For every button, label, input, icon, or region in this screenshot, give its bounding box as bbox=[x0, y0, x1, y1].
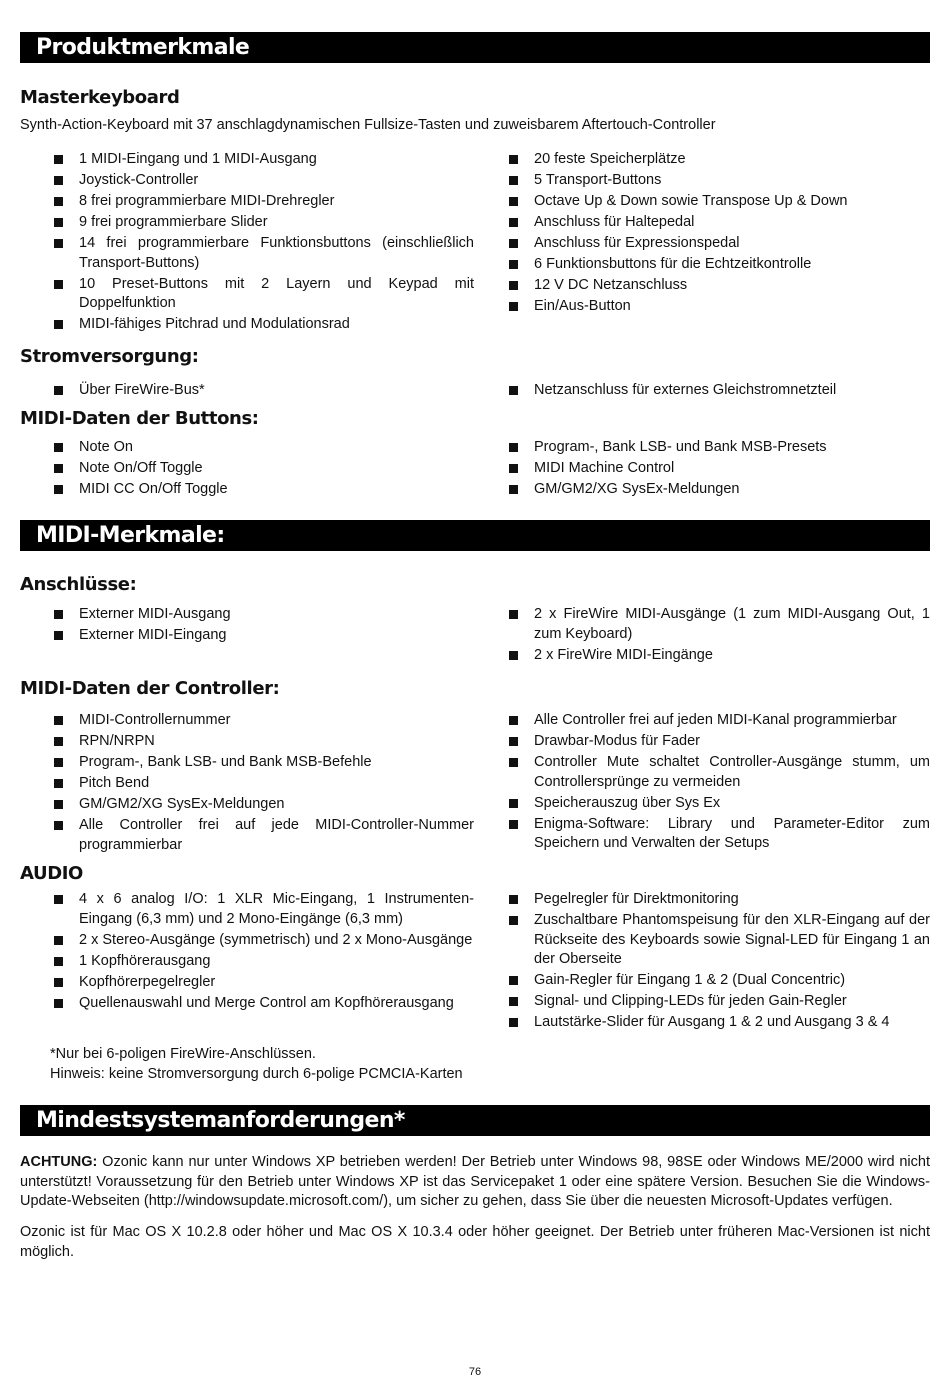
list-item bbox=[475, 150, 930, 170]
list-item bbox=[20, 890, 474, 929]
bullet-square-icon bbox=[509, 155, 518, 164]
list-item-text: Octave Up & Down sowie Transpose Up & Down bbox=[534, 193, 848, 209]
heading-stromversorgung: Stromversorgung: bbox=[20, 346, 199, 367]
list-item-text: 6 Funktionsbuttons für die Echtzeitkontrolle bbox=[534, 256, 812, 272]
list-item bbox=[475, 192, 930, 212]
list-item bbox=[20, 315, 474, 335]
list-item bbox=[20, 931, 474, 951]
list-item bbox=[475, 171, 930, 191]
bullet-square-icon bbox=[509, 997, 518, 1006]
bullet-square-icon bbox=[509, 464, 518, 473]
heading-midi-controller: MIDI-Daten der Controller: bbox=[20, 678, 280, 699]
list-item bbox=[20, 171, 474, 191]
list-item-text: Alle Controller frei auf jede MIDI-Controller-Nummer programmierbar bbox=[79, 817, 474, 853]
list-item-text: 5 Transport-Buttons bbox=[534, 172, 662, 188]
bullet-square-icon bbox=[509, 260, 518, 269]
footnote-firewire: *Nur bei 6-poligen FireWire-Anschlüssen. bbox=[50, 1046, 316, 1062]
list-item-text: 2 x Stereo-Ausgänge (symmetrisch) und 2 x Mono-Ausgänge bbox=[79, 931, 473, 948]
list-item bbox=[475, 646, 930, 666]
masterkeyboard-list-right bbox=[475, 150, 930, 318]
bullet-square-icon bbox=[54, 779, 63, 788]
list-item-text: Drawbar-Modus für Fader bbox=[534, 733, 700, 749]
bullet-square-icon bbox=[509, 485, 518, 494]
list-item-text: Gain-Regler für Eingang 1 & 2 (Dual Concentric) bbox=[534, 972, 846, 988]
list-item bbox=[20, 150, 474, 170]
bullet-square-icon bbox=[54, 821, 63, 830]
bullet-square-icon bbox=[509, 1018, 518, 1027]
list-item bbox=[475, 911, 930, 970]
list-item-text: MIDI CC On/Off Toggle bbox=[79, 481, 228, 497]
heading-midi-buttons: MIDI-Daten der Buttons: bbox=[20, 408, 259, 429]
list-item bbox=[475, 732, 930, 752]
list-item-text: Quellenauswahl und Merge Control am Kopfhörerausgang bbox=[79, 994, 454, 1011]
bullet-square-icon bbox=[509, 443, 518, 452]
list-item bbox=[20, 711, 474, 731]
list-item-text: Note On bbox=[79, 439, 133, 455]
heading-audio: AUDIO bbox=[20, 863, 83, 884]
list-item-text: 2 x FireWire MIDI-Eingänge bbox=[534, 646, 713, 663]
bullet-square-icon bbox=[54, 464, 63, 473]
list-item-text: Controller Mute schaltet Controller-Ausgänge stumm, um Controllersprünge zu vermeiden bbox=[534, 754, 930, 790]
bullet-square-icon bbox=[54, 197, 63, 206]
controller-list-right bbox=[475, 711, 930, 855]
list-item-text: 1 Kopfhörerausgang bbox=[79, 952, 211, 969]
bullet-square-icon bbox=[54, 957, 63, 966]
bullet-square-icon bbox=[54, 386, 63, 395]
footnote-pcmcia: Hinweis: keine Stromversorgung durch 6-polige PCMCIA-Karten bbox=[50, 1066, 463, 1082]
bullet-square-icon bbox=[54, 320, 63, 329]
list-item bbox=[475, 381, 930, 401]
section-header-midi-merkmale: MIDI-Merkmale: bbox=[20, 520, 930, 551]
bullet-square-icon bbox=[54, 443, 63, 452]
list-item bbox=[475, 815, 930, 854]
list-item bbox=[475, 890, 930, 910]
list-item bbox=[20, 459, 474, 479]
list-item bbox=[20, 480, 474, 500]
bullet-square-icon bbox=[54, 485, 63, 494]
list-item bbox=[20, 816, 474, 855]
list-item-text: Anschluss für Haltepedal bbox=[534, 214, 695, 230]
list-item-text: Enigma-Software: Library und Parameter-Editor zum Speichern und Verwalten der Setups bbox=[534, 815, 930, 851]
list-item-text: Über FireWire-Bus* bbox=[79, 382, 205, 398]
bullet-square-icon bbox=[509, 302, 518, 311]
bullet-square-icon bbox=[54, 218, 63, 227]
list-item-text: GM/GM2/XG SysEx-Meldungen bbox=[534, 481, 740, 497]
list-item bbox=[20, 952, 474, 972]
list-item-text: 1 MIDI-Eingang und 1 MIDI-Ausgang bbox=[79, 151, 317, 167]
bullet-square-icon bbox=[509, 758, 518, 767]
list-item bbox=[20, 774, 474, 794]
bullet-square-icon bbox=[54, 978, 63, 987]
masterkeyboard-list-left bbox=[20, 150, 474, 336]
list-item bbox=[20, 626, 474, 646]
list-item-text: Program-, Bank LSB- und Bank MSB-Presets bbox=[534, 439, 827, 455]
bullet-square-icon bbox=[54, 895, 63, 904]
list-item-text: 4 x 6 analog I/O: 1 XLR Mic-Eingang, 1 Instrumenten-Eingang (6,3 mm) und 2 Mono-Eingänge (6,3 mm) bbox=[79, 891, 474, 927]
list-item bbox=[475, 480, 930, 500]
list-item bbox=[20, 605, 474, 625]
bullet-square-icon bbox=[509, 976, 518, 985]
warning-label: ACHTUNG: bbox=[20, 1154, 98, 1170]
bullet-square-icon bbox=[509, 895, 518, 904]
list-item-text: Signal- und Clipping-LEDs für jeden Gain-Regler bbox=[534, 993, 847, 1009]
list-item bbox=[475, 711, 930, 731]
list-item-text: 12 V DC Netzanschluss bbox=[534, 277, 688, 293]
list-item-text: Speicherauszug über Sys Ex bbox=[534, 794, 721, 811]
warning-text: Ozonic kann nur unter Windows XP betrieben werden! Der Betrieb unter Windows 98, 98SE oder Windows ME/2000 wird nicht unterstützt! Voraussetzung für den Betrieb unter Windows XP ist das Servicepaket 1 oder eine spätere Version. Besuchen Sie die Windows-Update-Webseiten (http://windowsupdate.microsoft.com/), um sicher zu gehen, dass Sie über die neuesten Microsoft-Updates verfügen. bbox=[20, 1154, 930, 1209]
anschluesse-list-left bbox=[20, 605, 474, 647]
audio-list-right bbox=[475, 890, 930, 1034]
list-item bbox=[20, 753, 474, 773]
list-item-text: Externer MIDI-Eingang bbox=[79, 627, 227, 643]
mac-paragraph: Ozonic ist für Mac OS X 10.2.8 oder höher und Mac OS X 10.3.4 oder höher geeignet. Der Betrieb unter früheren Mac-Versionen ist nicht möglich. bbox=[20, 1224, 930, 1260]
bullet-square-icon bbox=[54, 758, 63, 767]
warning-paragraph bbox=[20, 1153, 930, 1212]
list-item-text: Joystick-Controller bbox=[79, 172, 199, 188]
list-item bbox=[20, 994, 474, 1014]
bullet-square-icon bbox=[54, 280, 63, 289]
bullet-square-icon bbox=[509, 386, 518, 395]
list-item bbox=[475, 438, 930, 458]
bullet-square-icon bbox=[54, 610, 63, 619]
page-number: 76 bbox=[468, 1366, 482, 1378]
bullet-square-icon bbox=[509, 176, 518, 185]
bullet-square-icon bbox=[509, 716, 518, 725]
list-item bbox=[475, 753, 930, 792]
list-item bbox=[475, 459, 930, 479]
anschluesse-list-right bbox=[475, 605, 930, 667]
list-item-text: Netzanschluss für externes Gleichstromnetzteil bbox=[534, 382, 837, 398]
list-item bbox=[475, 605, 930, 644]
list-item-text: 8 frei programmierbare MIDI-Drehregler bbox=[79, 193, 335, 209]
bullet-square-icon bbox=[54, 737, 63, 746]
list-item bbox=[20, 381, 474, 401]
list-item bbox=[475, 213, 930, 233]
midi-buttons-list-left bbox=[20, 438, 474, 501]
bullet-square-icon bbox=[54, 936, 63, 945]
list-item-text: Pegelregler für Direktmonitoring bbox=[534, 891, 739, 907]
list-item-text: 9 frei programmierbare Slider bbox=[79, 214, 268, 230]
list-item-text: Zuschaltbare Phantomspeisung für den XLR-Eingang auf der Rückseite des Keyboards sowie Signal-LED für Eingang 1 an der Oberseite bbox=[534, 912, 930, 967]
bullet-square-icon bbox=[509, 197, 518, 206]
heading-masterkeyboard: Masterkeyboard bbox=[20, 87, 180, 108]
list-item-text: 2 x FireWire MIDI-Ausgänge (1 zum MIDI-Ausgang Out, 1 zum Keyboard) bbox=[534, 606, 930, 642]
list-item bbox=[20, 213, 474, 233]
bullet-square-icon bbox=[509, 820, 518, 829]
stromversorgung-list-left bbox=[20, 381, 474, 402]
bullet-square-icon bbox=[509, 799, 518, 808]
list-item bbox=[475, 971, 930, 991]
list-item-text: MIDI Machine Control bbox=[534, 460, 675, 476]
list-item-text: Kopfhörerpegelregler bbox=[79, 973, 216, 990]
audio-list-left bbox=[20, 890, 474, 1015]
bullet-square-icon bbox=[54, 999, 63, 1008]
list-item-text: 10 Preset-Buttons mit 2 Layern und Keypad mit Doppelfunktion bbox=[79, 275, 474, 311]
list-item bbox=[20, 732, 474, 752]
list-item-text: MIDI-fähiges Pitchrad und Modulationsrad bbox=[79, 316, 350, 332]
list-item bbox=[20, 234, 474, 273]
list-item bbox=[475, 1013, 930, 1033]
stromversorgung-list-right bbox=[475, 381, 930, 402]
list-item-text: Ein/Aus-Button bbox=[534, 298, 631, 314]
list-item-text: 20 feste Speicherplätze bbox=[534, 151, 686, 167]
list-item-text: Externer MIDI-Ausgang bbox=[79, 606, 231, 622]
list-item bbox=[475, 297, 930, 317]
list-item-text: 14 frei programmierbare Funktionsbuttons (einschließlich Transport-Buttons) bbox=[79, 235, 474, 271]
list-item-text: Note On/Off Toggle bbox=[79, 460, 203, 476]
list-item bbox=[20, 795, 474, 815]
list-item bbox=[475, 794, 930, 814]
controller-list-left bbox=[20, 711, 474, 857]
list-item bbox=[20, 973, 474, 993]
bullet-square-icon bbox=[54, 155, 63, 164]
list-item bbox=[20, 438, 474, 458]
bullet-square-icon bbox=[54, 239, 63, 248]
bullet-square-icon bbox=[509, 610, 518, 619]
heading-anschluesse: Anschlüsse: bbox=[20, 574, 137, 595]
list-item-text: MIDI-Controllernummer bbox=[79, 712, 231, 728]
list-item-text: GM/GM2/XG SysEx-Meldungen bbox=[79, 796, 285, 812]
bullet-square-icon bbox=[509, 239, 518, 248]
bullet-square-icon bbox=[509, 651, 518, 660]
bullet-square-icon bbox=[509, 916, 518, 925]
list-item-text: Alle Controller frei auf jeden MIDI-Kanal programmierbar bbox=[534, 712, 897, 728]
bullet-square-icon bbox=[54, 631, 63, 640]
bullet-square-icon bbox=[54, 800, 63, 809]
bullet-square-icon bbox=[54, 176, 63, 185]
bullet-square-icon bbox=[509, 218, 518, 227]
midi-buttons-list-right bbox=[475, 438, 930, 501]
section-header-produktmerkmale: Produktmerkmale bbox=[20, 32, 930, 63]
list-item bbox=[475, 992, 930, 1012]
list-item-text: Pitch Bend bbox=[79, 775, 150, 791]
list-item-text: Anschluss für Expressionspedal bbox=[534, 235, 740, 251]
list-item bbox=[20, 192, 474, 212]
list-item-text: Lautstärke-Slider für Ausgang 1 & 2 und Ausgang 3 & 4 bbox=[534, 1014, 890, 1030]
bullet-square-icon bbox=[509, 281, 518, 290]
bullet-square-icon bbox=[509, 737, 518, 746]
list-item bbox=[475, 234, 930, 254]
masterkeyboard-intro: Synth-Action-Keyboard mit 37 anschlagdynamischen Fullsize-Tasten und zuweisbarem Aftertouch-Controller bbox=[20, 117, 716, 133]
list-item bbox=[475, 276, 930, 296]
list-item bbox=[20, 275, 474, 314]
section-header-system: Mindestsystemanforderungen* bbox=[20, 1105, 930, 1136]
bullet-square-icon bbox=[54, 716, 63, 725]
list-item-text: RPN/NRPN bbox=[79, 733, 155, 749]
list-item-text: Program-, Bank LSB- und Bank MSB-Befehle bbox=[79, 754, 372, 770]
list-item bbox=[475, 255, 930, 275]
